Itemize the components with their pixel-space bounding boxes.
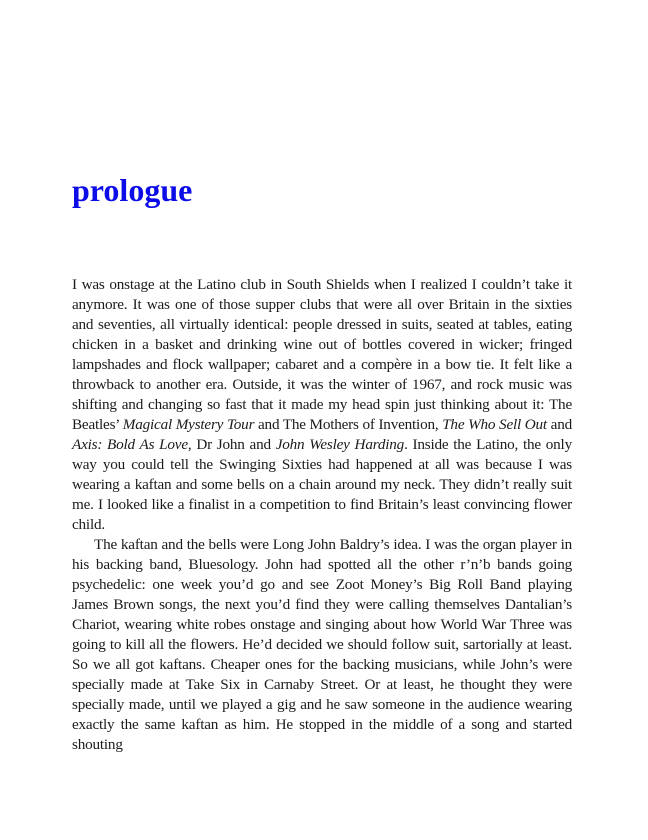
paragraph [72, 535, 572, 755]
text-segment: Axis: Bold As Love [72, 436, 188, 453]
text-segment: and The Mothers of Invention, [254, 416, 443, 433]
body-text [72, 275, 572, 755]
text-segment: I was onstage at the Latino club in South Shields when I realized I couldn’t take it anymore. It was one of those supper clubs that were all over Britain in the sixties and seventies, all virtually identical: people dressed in suits, seated at tables, eating chicken in a basket and drinking wine out of bottles covered in wicker; fringed lampshades and flock wallpaper; cabaret and a compère in a bow tie. It felt like a throwback to another era. Outside, it was the winter of 1967, and rock music was shifting and changing so fast that it made my head spin just thinking about it: The Beatles’ [72, 276, 572, 433]
text-segment: The Who Sell Out [442, 416, 547, 433]
text-segment: , Dr John and [187, 436, 276, 453]
text-segment: Magical Mystery Tour [122, 416, 255, 433]
paragraph [72, 275, 572, 535]
page-title: prologue [72, 172, 193, 208]
text-segment: . Inside the Latino, the only way you could tell the Swinging Sixties had happened at all was because I was wearing a kaftan and some bells on a chain around my neck. They didn’t really suit me. I looked like a finalist in a competition to find Britain’s least convincing flower child. [72, 436, 572, 533]
text-segment: John Wesley Harding [275, 436, 405, 453]
text-segment: The kaftan and the bells were Long John Baldry’s idea. I was the organ player in his backing band, Bluesology. John had spotted all the other r’n’b bands going psychedelic: one week you’d go and see Zoot Money’s Big Roll Band playing James Brown songs, the next you’d find they were calling themselves Dantalian’s Chariot, wearing white robes onstage and singing about how World War Three was going to kill all the flowers. He’d decided we should follow suit, sartorially at least. So we all got kaftans. Cheaper ones for the backing musicians, while John’s were specially made at Take Six in Carnaby Street. Or at least, he thought they were specially made, until we played a gig and he saw someone in the audience wearing exactly the same kaftan as him. He stopped in the middle of a song and started shouting [72, 536, 572, 753]
text-segment: and [546, 416, 572, 433]
